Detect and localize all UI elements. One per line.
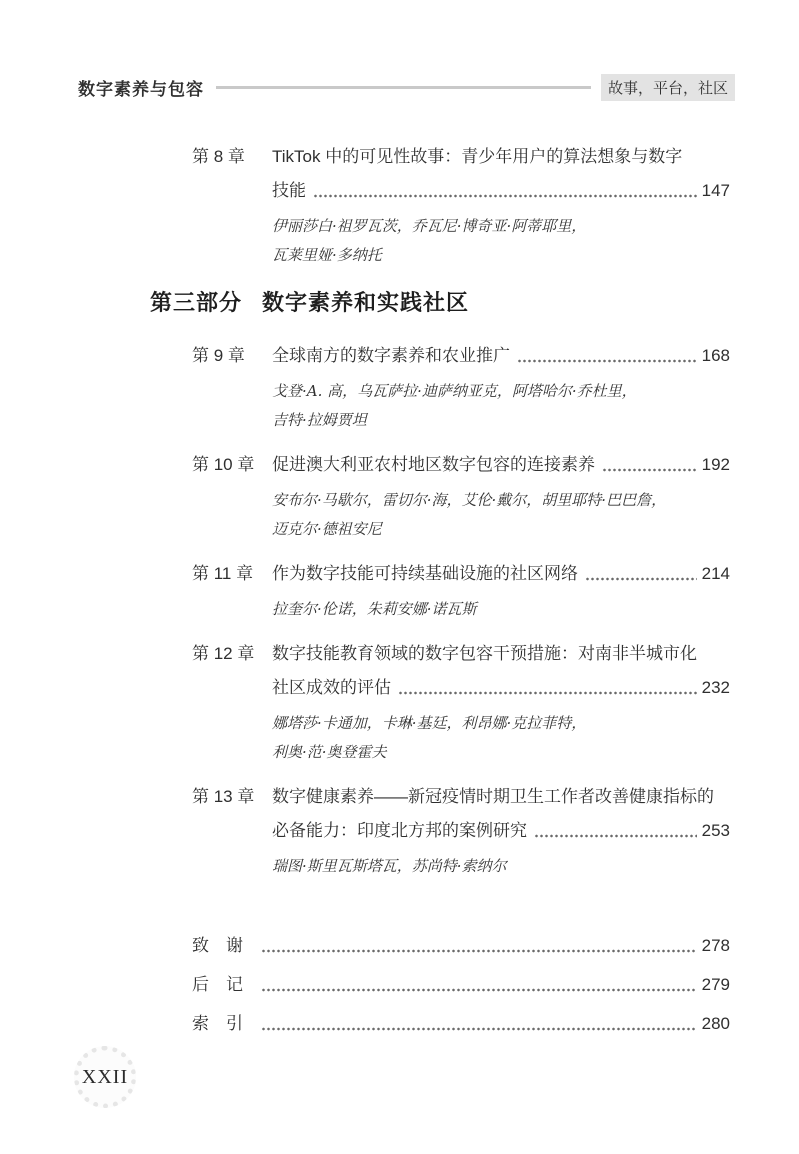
author-line: 安布尔·马歇尔，雷切尔·海，艾伦·戴尔，胡里耶特·巴巴詹， [272,491,667,509]
chapter-title-continued: 社区成效的评估 [272,678,391,697]
backmatter-page-number: 279 [701,975,730,994]
toc-entry-index [192,1007,730,1041]
backmatter-label: 致 谢 [192,936,243,955]
chapter-page-number: 232 [701,678,730,697]
dot-leader [313,194,697,198]
dot-leader [261,1027,697,1031]
dot-leader [261,949,697,953]
chapter-page-number: 168 [701,346,730,365]
book-subtitle-tag: 故事，平台，社区 [601,74,735,101]
toc-entry-chapter-12 [192,637,730,767]
author-line: 吉特·拉姆贾坦 [272,411,367,429]
chapter-title-line [272,339,730,373]
chapter-label: 第 13 章 [192,787,255,806]
backmatter-page-number: 278 [701,936,730,955]
chapter-page-number: 147 [701,181,730,200]
toc-entry-chapter-10 [192,448,730,544]
running-header [78,74,735,101]
chapter-page-number: 192 [701,455,730,474]
chapter-title: 促进澳大利亚农村地区数字包容的连接素养 [272,455,595,474]
backmatter-label: 索 引 [192,1014,243,1033]
toc-entry-chapter-13 [192,780,730,881]
chapter-title: 作为数字技能可持续基础设施的社区网络 [272,564,578,583]
chapter-body [272,448,730,544]
chapter-body [272,140,730,270]
author-line: 戈登·A. 高，乌瓦萨拉·迪萨纳亚克，阿塔哈尔·乔杜里， [272,382,637,400]
chapter-label: 第 11 章 [192,564,254,583]
chapter-body [272,780,730,881]
backmatter-page-number: 280 [701,1014,730,1033]
dot-leader [517,359,697,363]
dot-leader [261,988,697,992]
chapter-body [272,339,730,435]
dot-leader [602,468,697,472]
chapter-title-line [272,814,730,848]
toc-entry-postscript [192,968,730,1002]
chapter-title-line [272,140,730,174]
chapter-label: 第 8 章 [192,147,245,166]
backmatter-label: 后 记 [192,975,243,994]
toc-entry-acknowledgements [192,929,730,963]
chapter-body [272,637,730,767]
chapter-title: 全球南方的数字素养和农业推广 [272,346,510,365]
author-line: 娜塔莎·卡通加，卡琳·基廷，利昂娜·克拉菲特， [272,714,587,732]
chapter-title-line [272,448,730,482]
chapter-authors [272,486,730,544]
backmatter-section [150,929,730,1041]
toc-entry-chapter-11 [192,557,730,624]
chapter-authors [272,709,730,767]
author-line: 瑞图·斯里瓦斯塔瓦，苏尚特·索纳尔 [272,857,507,875]
page-number-seal [74,1046,136,1108]
chapter-page-number: 214 [701,564,730,583]
author-line: 拉奎尔·伦诺，朱莉安娜·诺瓦斯 [272,600,477,618]
chapter-title: TikTok 中的可见性故事：青少年用户的算法想象与数字 [272,147,683,166]
author-line: 利奥·范·奥登霍夫 [272,743,387,761]
author-line: 瓦莱里娅·多纳托 [272,246,382,264]
chapter-authors [272,212,730,270]
chapter-page-number: 253 [701,821,730,840]
chapter-title-continued: 技能 [272,181,306,200]
dot-leader [398,691,697,695]
header-rule [216,86,591,89]
part-title: 数字素养和实践社区 [262,290,470,315]
author-line: 迈克尔·德祖安尼 [272,520,382,538]
chapter-title-line [272,557,730,591]
part-label: 第三部分 [150,290,243,315]
toc-entry-chapter-9 [192,339,730,435]
chapter-label: 第 12 章 [192,644,255,663]
chapter-title: 数字技能教育领域的数字包容干预措施：对南非半城市化 [272,644,697,663]
toc-content [150,140,730,1046]
chapter-title-line [272,174,730,208]
chapter-authors [272,595,730,624]
chapter-authors [272,852,730,881]
chapter-title-line [272,780,730,814]
part-heading [150,286,730,317]
chapter-body [272,557,730,624]
dot-leader [585,577,697,581]
author-line: 伊丽莎白·祖罗瓦茨，乔瓦尼·博奇亚·阿蒂耶里， [272,217,587,235]
folio-page-number: XXII [81,1065,129,1088]
chapter-title-continued: 必备能力：印度北方邦的案例研究 [272,821,527,840]
chapter-title: 数字健康素养——新冠疫情时期卫生工作者改善健康指标的 [272,787,714,806]
toc-entry-chapter-8 [192,140,730,270]
chapter-title-line [272,637,730,671]
dot-leader [534,834,697,838]
chapter-title-line [272,671,730,705]
book-title: 数字素养与包容 [78,80,204,99]
chapter-label: 第 10 章 [192,455,255,474]
chapter-label: 第 9 章 [192,346,245,365]
chapter-authors [272,377,730,435]
